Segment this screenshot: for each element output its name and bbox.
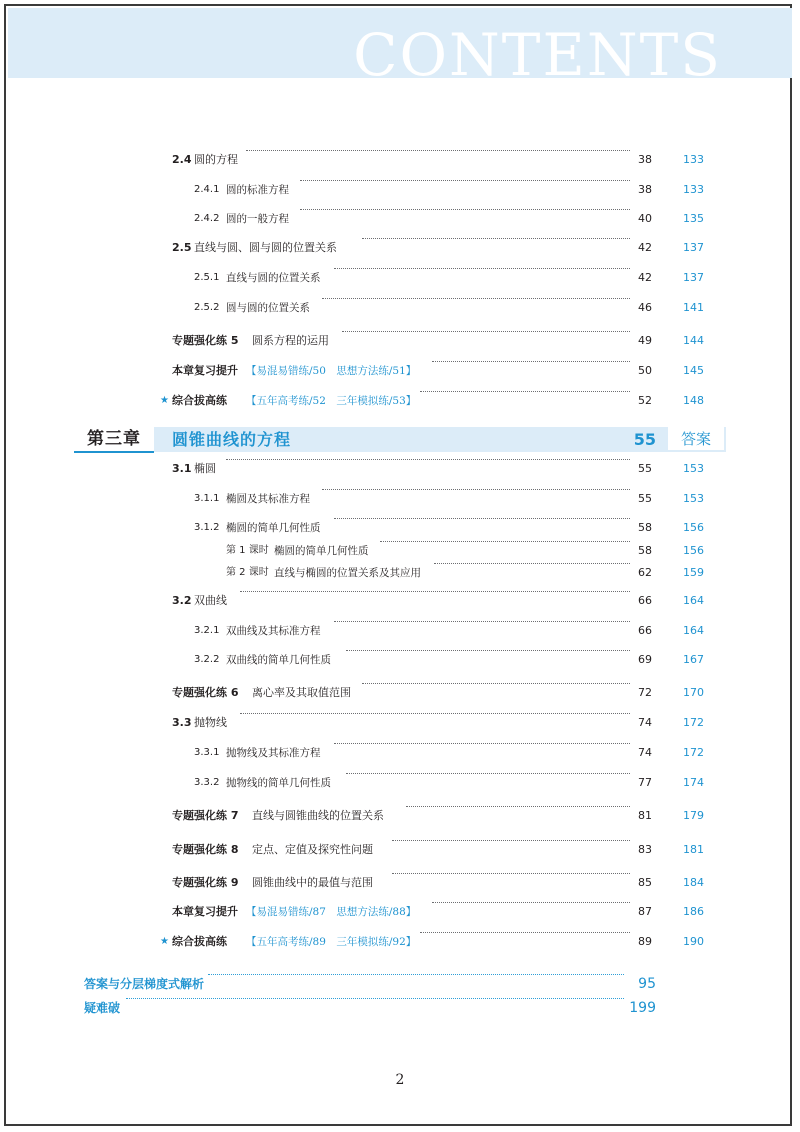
entry-number: 2.4.2 <box>194 213 220 224</box>
entry-number: 本章复习提升 <box>172 905 238 918</box>
entry-page-number: 38 <box>638 153 652 166</box>
entry-answer-page: 190 <box>683 935 704 948</box>
entry-title: 椭圆 <box>194 462 216 475</box>
entry-answer-page: 164 <box>683 624 704 637</box>
toc-entry[interactable] <box>0 331 800 351</box>
contents-watermark: CONTENTS <box>353 21 722 78</box>
appendix-page-number: 199 <box>629 1000 656 1016</box>
entry-number: 专题强化练 8 <box>172 843 239 856</box>
entry-page-number: 58 <box>638 521 652 534</box>
toc-entry[interactable] <box>0 806 800 826</box>
entry-title: 直线与圆的位置关系 <box>226 272 321 284</box>
appendix-page-number: 95 <box>638 976 656 992</box>
toc-entry[interactable] <box>0 840 800 860</box>
entry-page-number: 66 <box>638 594 652 607</box>
dot-leader <box>322 298 630 299</box>
entry-title: 定点、定值及探究性问题 <box>252 843 373 856</box>
entry-answer-page: 172 <box>683 716 704 729</box>
entry-answer-page: 133 <box>683 183 704 196</box>
toc-entry[interactable] <box>0 298 800 318</box>
entry-title: 【易混易错练/87 思想方法练/88】 <box>246 906 417 918</box>
entry-answer-page: 172 <box>683 746 704 759</box>
entry-page-number: 74 <box>638 746 652 759</box>
dot-leader <box>126 998 624 999</box>
dot-leader <box>226 459 630 460</box>
entry-page-number: 40 <box>638 212 652 225</box>
entry-page-number: 66 <box>638 624 652 637</box>
star-icon: ★ <box>160 395 169 406</box>
entry-title: 圆与圆的位置关系 <box>226 302 310 314</box>
entry-page-number: 83 <box>638 843 652 856</box>
entry-number: 2.5.2 <box>194 302 220 313</box>
toc-entry[interactable] <box>0 459 800 479</box>
entry-title: 圆的方程 <box>194 153 238 166</box>
entry-title: 【五年高考练/89 三年模拟练/92】 <box>246 936 417 948</box>
toc-entry[interactable] <box>0 683 800 703</box>
dot-leader <box>334 518 630 519</box>
entry-number: 3.3.1 <box>194 747 220 758</box>
dot-leader <box>432 361 630 362</box>
entry-label: 综合拔高练 <box>172 935 227 948</box>
entry-answer-page: 156 <box>683 521 704 534</box>
entry-title: 抛物线 <box>194 716 227 729</box>
entry-number: 本章复习提升 <box>172 364 238 377</box>
chapter-page-number[interactable]: 55 <box>633 430 656 449</box>
toc-entry[interactable] <box>0 541 800 561</box>
entry-title: 抛物线的简单几何性质 <box>226 777 331 789</box>
entry-number: 专题强化练 6 <box>172 686 239 699</box>
entry-number: 专题强化练 7 <box>172 809 239 822</box>
entry-label: 综合拔高练 <box>172 394 227 407</box>
entry-title: 直线与圆锥曲线的位置关系 <box>252 809 384 822</box>
dot-leader <box>362 683 630 684</box>
dot-leader <box>362 238 630 239</box>
entry-title: 【五年高考练/52 三年模拟练/53】 <box>246 395 417 407</box>
chapter-underline <box>74 451 154 453</box>
entry-number: 3.1.2 <box>194 522 220 533</box>
entry-number: 2.4.1 <box>194 184 220 195</box>
entry-answer-page: 137 <box>683 241 704 254</box>
toc-entry[interactable] <box>0 563 800 583</box>
toc-entry[interactable] <box>0 489 800 509</box>
dot-leader <box>240 713 630 714</box>
dot-leader <box>300 180 630 181</box>
toc-entry[interactable] <box>0 713 800 733</box>
contents-header-band <box>8 8 792 78</box>
entry-page-number: 42 <box>638 241 652 254</box>
page-number: 2 <box>395 1072 405 1088</box>
entry-number: 3.1 <box>172 462 192 475</box>
entry-page-number: 89 <box>638 935 652 948</box>
dot-leader <box>334 621 630 622</box>
entry-number: 3.3.2 <box>194 777 220 788</box>
entry-title: 圆系方程的运用 <box>252 334 329 347</box>
entry-title: 圆的标准方程 <box>226 184 289 196</box>
entry-number: 2.5 <box>172 241 192 254</box>
entry-number: 3.2 <box>172 594 192 607</box>
toc-entry[interactable] <box>0 268 800 288</box>
toc-entry[interactable] <box>0 743 800 763</box>
entry-title: 离心率及其取值范围 <box>252 686 351 699</box>
entry-answer-page: 144 <box>683 334 704 347</box>
entry-answer-page: 153 <box>683 492 704 505</box>
entry-answer-page: 184 <box>683 876 704 889</box>
dot-leader <box>346 773 630 774</box>
entry-answer-page: 153 <box>683 462 704 475</box>
appendix-entry[interactable] <box>0 998 800 1018</box>
entry-answer-page: 133 <box>683 153 704 166</box>
entry-answer-page: 135 <box>683 212 704 225</box>
entry-answer-page: 148 <box>683 394 704 407</box>
entry-answer-page: 167 <box>683 653 704 666</box>
entry-page-number: 46 <box>638 301 652 314</box>
chapter-title[interactable]: 圆锥曲线的方程 <box>172 430 292 449</box>
dot-leader <box>434 563 630 564</box>
dot-leader <box>246 150 630 151</box>
dot-leader <box>322 489 630 490</box>
toc-entry[interactable] <box>0 150 800 170</box>
toc-entry[interactable] <box>0 902 800 922</box>
entry-title: 椭圆的简单几何性质 <box>226 522 321 534</box>
entry-number: 第 1 课时 <box>226 545 269 556</box>
entry-answer-page: 179 <box>683 809 704 822</box>
entry-title: 抛物线及其标准方程 <box>226 747 321 759</box>
entry-page-number: 85 <box>638 876 652 889</box>
dot-leader <box>208 974 624 975</box>
entry-page-number: 74 <box>638 716 652 729</box>
appendix-title: 答案与分层梯度式解析 <box>84 977 205 991</box>
dot-leader <box>334 743 630 744</box>
entry-number: 2.5.1 <box>194 272 220 283</box>
entry-page-number: 81 <box>638 809 652 822</box>
entry-answer-page: 156 <box>683 544 704 557</box>
entry-answer-page: 186 <box>683 905 704 918</box>
entry-title: 双曲线的简单几何性质 <box>226 654 331 666</box>
dot-leader <box>346 650 630 651</box>
entry-title: 直线与椭圆的位置关系及其应用 <box>274 567 421 579</box>
entry-page-number: 55 <box>638 492 652 505</box>
appendix-entry[interactable] <box>0 974 800 994</box>
entry-number: 3.3 <box>172 716 192 729</box>
entry-answer-page: 170 <box>683 686 704 699</box>
toc-entry[interactable] <box>0 773 800 793</box>
entry-answer-page: 141 <box>683 301 704 314</box>
toc-entry[interactable] <box>0 518 800 538</box>
entry-page-number: 72 <box>638 686 652 699</box>
entry-answer-page: 174 <box>683 776 704 789</box>
appendix-title: 疑难破 <box>84 1001 121 1015</box>
dot-leader <box>342 331 630 332</box>
dot-leader <box>420 932 630 933</box>
entry-page-number: 52 <box>638 394 652 407</box>
entry-number: 2.4 <box>172 153 192 166</box>
dot-leader <box>334 268 630 269</box>
toc-entry[interactable] <box>0 238 800 258</box>
entry-answer-page: 137 <box>683 271 704 284</box>
entry-title: 圆锥曲线中的最值与范围 <box>252 876 373 889</box>
toc-entry[interactable] <box>0 591 800 611</box>
entry-number: 第 2 课时 <box>226 567 269 578</box>
toc-entry[interactable] <box>0 391 800 411</box>
star-icon: ★ <box>160 936 169 947</box>
dot-leader <box>240 591 630 592</box>
toc-entry[interactable] <box>0 361 800 381</box>
entry-answer-page: 145 <box>683 364 704 377</box>
toc-entry[interactable] <box>0 873 800 893</box>
toc-entry[interactable] <box>0 932 800 952</box>
entry-page-number: 58 <box>638 544 652 557</box>
entry-page-number: 42 <box>638 271 652 284</box>
chapter-label: 第三章 <box>74 427 154 452</box>
dot-leader <box>420 391 630 392</box>
dot-leader <box>300 209 630 210</box>
dot-leader <box>406 806 630 807</box>
entry-title: 双曲线及其标准方程 <box>226 625 321 637</box>
entry-page-number: 49 <box>638 334 652 347</box>
dot-leader <box>392 873 630 874</box>
dot-leader <box>392 840 630 841</box>
entry-page-number: 77 <box>638 776 652 789</box>
entry-answer-page: 159 <box>683 566 704 579</box>
entry-answer-page: 181 <box>683 843 704 856</box>
entry-number: 3.2.2 <box>194 654 220 665</box>
entry-title: 椭圆的简单几何性质 <box>274 545 369 557</box>
entry-title: 双曲线 <box>194 594 227 607</box>
toc-entry[interactable] <box>0 180 800 200</box>
entry-page-number: 38 <box>638 183 652 196</box>
toc-entry[interactable] <box>0 621 800 641</box>
entry-number: 3.1.1 <box>194 493 220 504</box>
toc-entry[interactable] <box>0 650 800 670</box>
entry-answer-page: 164 <box>683 594 704 607</box>
entry-title: 圆的一般方程 <box>226 213 289 225</box>
entry-title: 椭圆及其标准方程 <box>226 493 310 505</box>
toc-entry[interactable] <box>0 209 800 229</box>
entry-title: 直线与圆、圆与圆的位置关系 <box>194 241 337 254</box>
entry-page-number: 50 <box>638 364 652 377</box>
entry-number: 专题强化练 5 <box>172 334 239 347</box>
entry-page-number: 55 <box>638 462 652 475</box>
entry-page-number: 69 <box>638 653 652 666</box>
dot-leader <box>380 541 630 542</box>
entry-title: 【易混易错练/50 思想方法练/51】 <box>246 365 417 377</box>
dot-leader <box>432 902 630 903</box>
entry-page-number: 87 <box>638 905 652 918</box>
answer-column-label: 答案 <box>668 427 724 452</box>
entry-number: 专题强化练 9 <box>172 876 239 889</box>
entry-page-number: 62 <box>638 566 652 579</box>
entry-number: 3.2.1 <box>194 625 220 636</box>
